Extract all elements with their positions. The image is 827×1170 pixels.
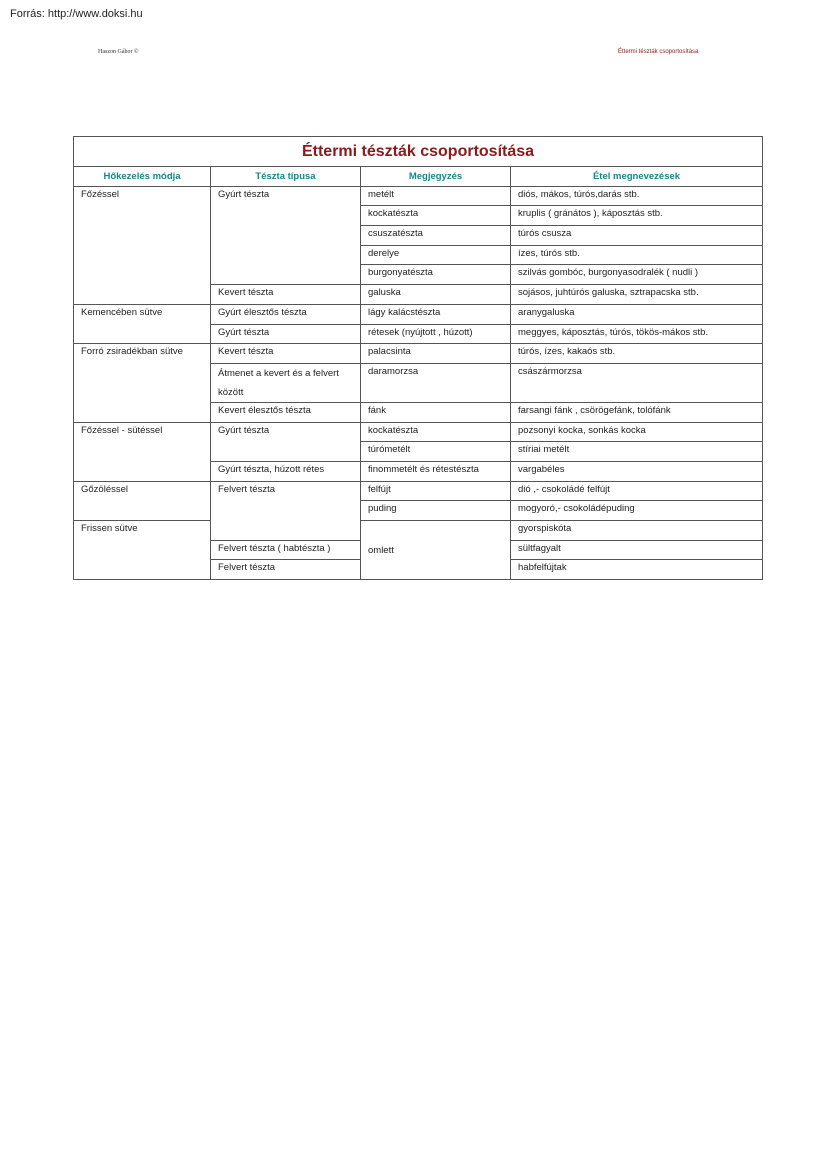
cell-method: Főzéssel xyxy=(74,186,211,304)
cell-dishes: szilvás gombóc, burgonyasodralék ( nudli ) xyxy=(511,265,763,285)
cell-type: Felvert tészta xyxy=(211,481,361,540)
cell-note: omlett xyxy=(361,521,511,580)
cell-dishes: habfelfújtak xyxy=(511,560,763,580)
source-link: Forrás: http://www.doksi.hu xyxy=(10,8,143,20)
table-row xyxy=(74,481,763,501)
cell-dishes: kruplis ( gránátos ), káposztás stb. xyxy=(511,206,763,226)
cell-dishes: meggyes, káposztás, túrós, tökös-mákos stb. xyxy=(511,324,763,344)
cell-method: Kemencében sütve xyxy=(74,304,211,343)
cell-dishes: vargabéles xyxy=(511,461,763,481)
cell-note: galuska xyxy=(361,285,511,305)
cell-dishes: farsangi fánk , csörögefánk, tolófánk xyxy=(511,402,763,422)
cell-dishes: túrós, ízes, kakaós stb. xyxy=(511,344,763,364)
cell-type: Kevert élesztős tészta xyxy=(211,402,361,422)
table-row xyxy=(74,304,763,324)
cell-note: fánk xyxy=(361,402,511,422)
cell-type: Felvert tészta ( habtészta ) xyxy=(211,540,361,560)
table-row xyxy=(74,521,763,541)
cell-dishes: pozsonyi kocka, sonkás kocka xyxy=(511,422,763,442)
cell-note: finommetélt és rétestészta xyxy=(361,461,511,481)
header-cell: Megjegyzés xyxy=(361,167,511,187)
cell-note: kockatészta xyxy=(361,422,511,442)
cell-dishes: gyorspiskóta xyxy=(511,521,763,541)
table-row xyxy=(74,344,763,364)
header-cell: Étel megnevezések xyxy=(511,167,763,187)
cell-note: lágy kalácstészta xyxy=(361,304,511,324)
cell-note: puding xyxy=(361,501,511,521)
cell-note: palacsinta xyxy=(361,344,511,364)
cell-type: Kevert tészta xyxy=(211,285,361,305)
cell-dishes: ízes, túrós stb. xyxy=(511,245,763,265)
running-header-title: Éttermi tészták csoportosítása xyxy=(618,49,699,55)
table-title: Éttermi tészták csoportosítása xyxy=(74,137,763,167)
cell-note: rétesek (nyújtott , húzott) xyxy=(361,324,511,344)
cell-note: metélt xyxy=(361,186,511,206)
table-row xyxy=(74,422,763,442)
cell-type: Gyúrt tészta, húzott rétes xyxy=(211,461,361,481)
header-cell: Tészta típusa xyxy=(211,167,361,187)
cell-note: derelye xyxy=(361,245,511,265)
cell-note: burgonyatészta xyxy=(361,265,511,285)
header-cell: Hőkezelés módja xyxy=(74,167,211,187)
cell-dishes: túrós csusza xyxy=(511,226,763,246)
cell-note: kockatészta xyxy=(361,206,511,226)
cell-method: Forró zsiradékban sütve xyxy=(74,344,211,422)
cell-type: Gyúrt élesztős tészta xyxy=(211,304,361,324)
cell-dishes: stíriai metélt xyxy=(511,442,763,462)
cell-type: Gyúrt tészta xyxy=(211,186,361,284)
cell-method: Frissen sütve xyxy=(74,521,211,580)
cell-type: Átmenet a kevert és a felvert között xyxy=(211,363,361,402)
cell-method: Gőzöléssel xyxy=(74,481,211,520)
author-credit: Haszon Gábor © xyxy=(98,49,139,55)
cell-note: daramorzsa xyxy=(361,363,511,402)
cell-dishes: diós, mákos, túrós,darás stb. xyxy=(511,186,763,206)
cell-note: túrómetélt xyxy=(361,442,511,462)
pasta-classification-table xyxy=(73,136,763,580)
cell-dishes: dió ,- csokoládé felfújt xyxy=(511,481,763,501)
cell-note: felfújt xyxy=(361,481,511,501)
cell-note: csuszatészta xyxy=(361,226,511,246)
cell-dishes: aranygaluska xyxy=(511,304,763,324)
cell-dishes: sojásos, juhtúrós galuska, sztrapacska stb. xyxy=(511,285,763,305)
table-row xyxy=(74,186,763,206)
table-header-row xyxy=(74,167,763,187)
cell-type: Felvert tészta xyxy=(211,560,361,580)
cell-dishes: császármorzsa xyxy=(511,363,763,402)
cell-method: Főzéssel - sütéssel xyxy=(74,422,211,481)
cell-type: Gyúrt tészta xyxy=(211,324,361,344)
cell-dishes: mogyoró,- csokoládépuding xyxy=(511,501,763,521)
cell-type: Gyúrt tészta xyxy=(211,422,361,461)
cell-dishes: sültfagyalt xyxy=(511,540,763,560)
cell-type: Kevert tészta xyxy=(211,344,361,364)
